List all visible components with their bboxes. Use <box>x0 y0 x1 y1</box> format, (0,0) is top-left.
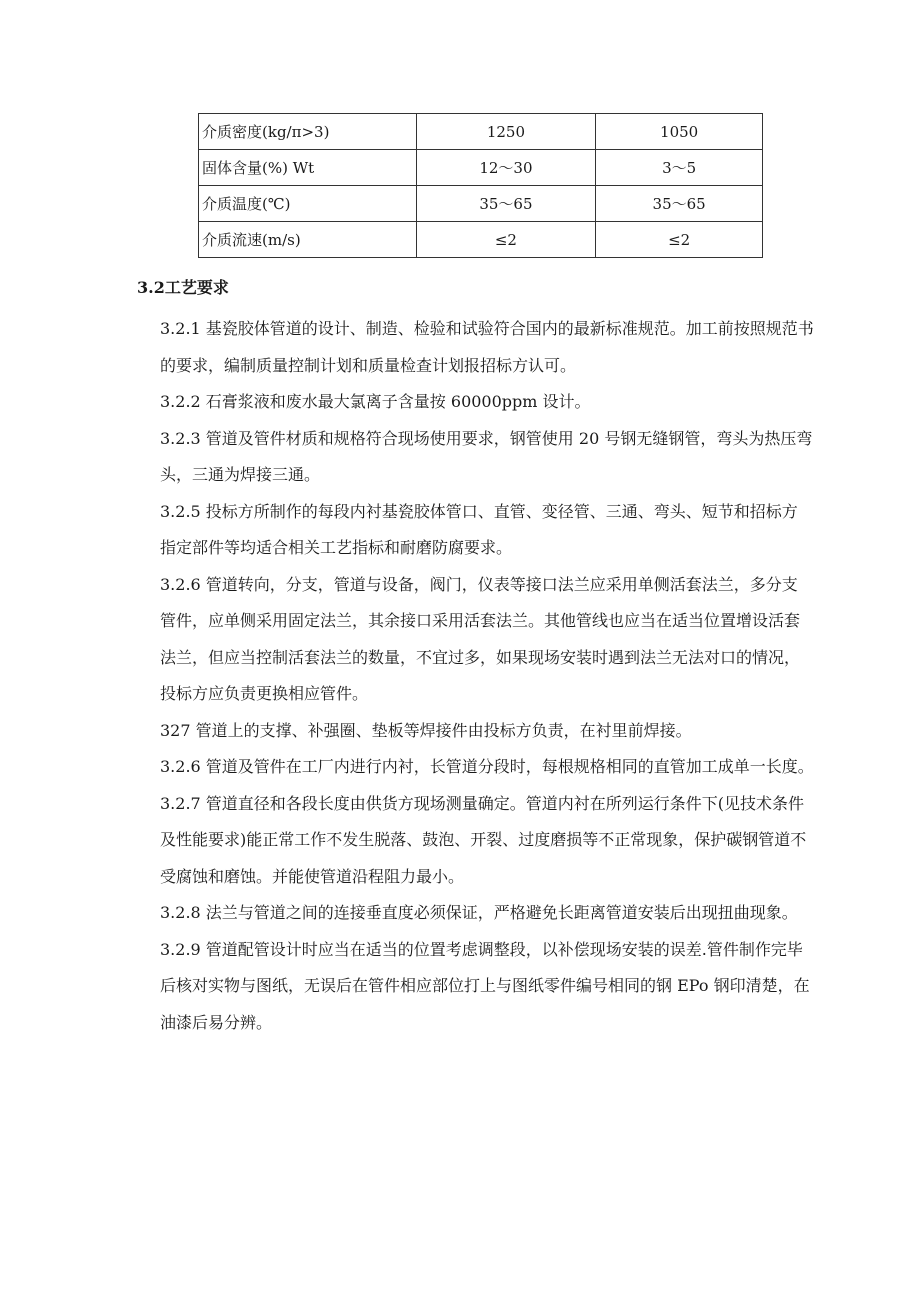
paragraph-line: 受腐蚀和磨蚀。并能使管道沿程阻力最小。 <box>160 866 465 886</box>
parameter-name-cell: 介质密度(kg/π>3) <box>199 114 417 150</box>
requirement-paragraph <box>160 749 860 786</box>
parameter-value-cell: 35～65 <box>596 186 763 222</box>
requirement-paragraph <box>160 713 860 750</box>
parameter-name-cell: 介质温度(℃) <box>199 186 417 222</box>
paragraph-line: 3.2.2 石膏浆液和废水最大氯离子含量按 60000ppm 设计。 <box>160 392 591 411</box>
parameter-value-cell: ≤2 <box>416 222 596 258</box>
paragraph-line: 3.2.6 管道及管件在工厂内进行内衬，长管道分段时，每根规格相同的直管加工成单一长度。 <box>160 757 814 776</box>
paragraph-line: 油漆后易分辨。 <box>160 1012 273 1032</box>
parameter-value-cell: 3～5 <box>596 150 763 186</box>
paragraph-line: 3.2.6 管道转向，分支，管道与设备，阀门，仪表等接口法兰应采用单侧活套法兰，多分支 <box>160 574 798 594</box>
parameter-value-cell: 35～65 <box>416 186 596 222</box>
parameter-value-cell: 12～30 <box>416 150 596 186</box>
paragraph-line: 后核对实物与图纸，无误后在管件相应部位打上与图纸零件编号相同的钢 EPo 钢印清楚，在 <box>160 976 810 995</box>
paragraph-line: 3.2.9 管道配管设计时应当在适当的位置考虑调整段，以补偿现场安装的误差.管件制作完毕 <box>160 939 803 959</box>
requirement-paragraph <box>160 384 860 421</box>
table-body <box>199 114 763 258</box>
medium-parameters-table <box>198 113 763 258</box>
requirement-paragraph <box>160 311 860 384</box>
paragraph-line: 3.2.3 管道及管件材质和规格符合现场使用要求，钢管使用 20 号钢无缝钢管，弯头为热压弯 <box>160 428 813 448</box>
requirements-text <box>160 311 860 1041</box>
parameter-name-cell: 固体含量(%) Wt <box>199 150 417 186</box>
parameter-value-cell: ≤2 <box>596 222 763 258</box>
requirement-paragraph <box>160 895 860 932</box>
table-row <box>199 114 763 150</box>
requirement-paragraph <box>160 421 860 494</box>
paragraph-line: 法兰，但应当控制活套法兰的数量，不宜过多，如果现场安装时遇到法兰无法对口的情况， <box>160 647 801 667</box>
section-title-text: 工艺要求 <box>164 278 229 297</box>
table-row <box>199 222 763 258</box>
table-row <box>199 150 763 186</box>
paragraph-line: 的要求，编制质量控制计划和质量检查计划报招标方认可。 <box>160 355 577 375</box>
section-number: 3.2 <box>137 278 165 297</box>
paragraph-line: 管件，应单侧采用固定法兰，其余接口采用活套法兰。其他管线也应当在适当位置增设活套 <box>160 611 801 630</box>
parameter-value-cell: 1050 <box>596 114 763 150</box>
paragraph-line: 327 管道上的支撑、补强圈、垫板等焊接件由投标方负责，在衬里前焊接。 <box>160 720 692 740</box>
paragraph-line: 3.2.8 法兰与管道之间的连接垂直度必须保证，严格避免长距离管道安装后出现扭曲现象。 <box>160 903 798 922</box>
paragraph-line: 及性能要求)能正常工作不发生脱落、鼓泡、开裂、过度磨损等不正常现象，保护碳钢管道不 <box>160 830 807 849</box>
requirement-paragraph <box>160 932 860 1042</box>
requirement-paragraph <box>160 567 860 713</box>
table-row <box>199 186 763 222</box>
paragraph-line: 指定部件等均适合相关工艺指标和耐磨防腐要求。 <box>160 538 513 557</box>
requirement-paragraph <box>160 786 860 896</box>
parameter-value-cell: 1250 <box>416 114 596 150</box>
paragraph-line: 头，三通为焊接三通。 <box>160 465 321 484</box>
parameter-name-cell: 介质流速(m/s) <box>199 222 417 258</box>
paragraph-line: 3.2.5 投标方所制作的每段内衬基瓷胶体管口、直管、变径管、三通、弯头、短节和招标方 <box>160 501 798 521</box>
paragraph-line: 投标方应负责更换相应管件。 <box>160 684 369 703</box>
section-heading <box>137 275 229 298</box>
paragraph-line: 3.2.7 管道直径和各段长度由供货方现场测量确定。管道内衬在所列运行条件下(见技术条件 <box>160 793 805 813</box>
requirement-paragraph <box>160 494 860 567</box>
paragraph-line: 3.2.1 基瓷胶体管道的设计、制造、检验和试验符合国内的最新标准规范。加工前按照规范书 <box>160 319 814 338</box>
